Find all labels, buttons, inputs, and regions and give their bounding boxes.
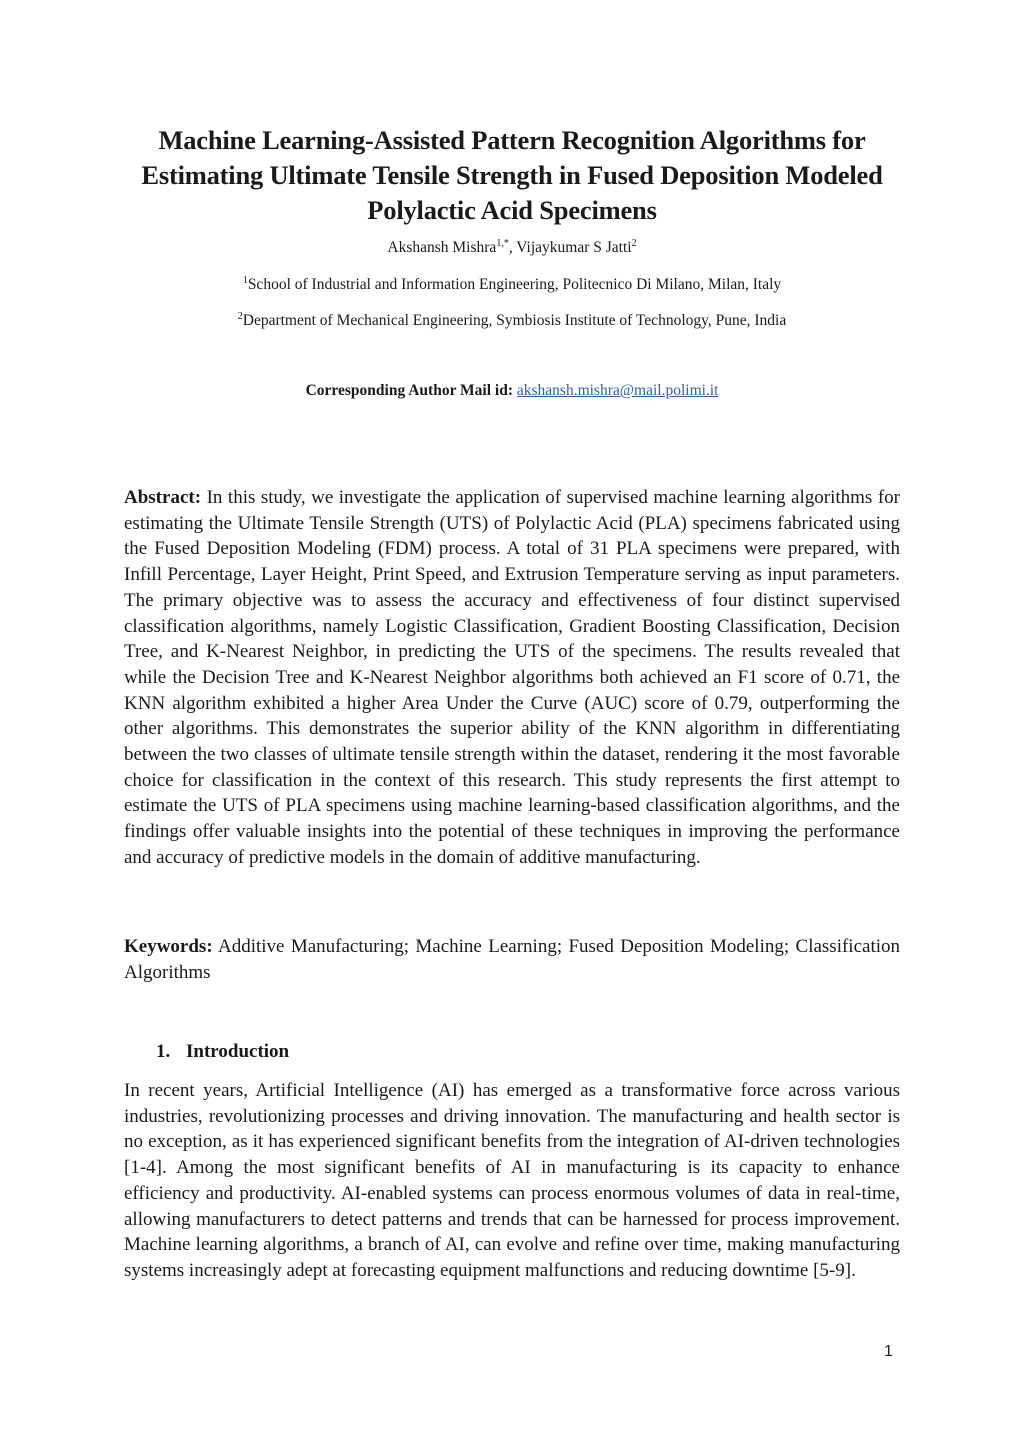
corresponding-author-label: Corresponding Author Mail id: [305,382,513,399]
author-affiliation-marker: 1,* [496,238,509,249]
affiliation-2 [0,311,1024,331]
abstract-label: Abstract: [124,487,202,508]
section-title: Introduction [186,1041,290,1062]
affiliation-marker: 1 [242,275,248,286]
author-name: Akshansh Mishra [387,239,497,256]
author-list [0,238,1024,258]
affiliation-1 [0,275,1024,295]
abstract-text: In this study, we investigate the application of supervised machine learning algorithms for estimating the Ultimate Tensile Strength (UTS) of Polylactic Acid (PLA) specimens fabricated using the Fused Deposition Modeling (FDM) process. A total of 31 PLA specimens were prepared, with Infill Percentage, Layer Height, Print Speed, and Extrusion Temperature serving as input parameters. The primary objective was to assess the accuracy and effectiveness of four distinct supervised classification algorithms, namely Logistic Classification, Gradient Boosting Classification, Decision Tree, and K-Nearest Neighbor, in predicting the UTS of the specimens. The results revealed that while the Decision Tree and K-Nearest Neighbor algorithms both achieved an F1 score of 0.71, the KNN algorithm exhibited a higher Area Under the Curve (AUC) score of 0.79, outperforming the other algorithms. This demonstrates the superior ability of the KNN algorithm in differentiating between the two classes of ultimate tensile strength within the dataset, rendering it the most favorable choice for classification in the context of this research. This study represents the first attempt to estimate the UTS of PLA specimens using machine learning-based classification algorithms, and the findings offer valuable insights into the potential of these techniques in improving the performance and accuracy of predictive models in the domain of additive manufacturing. [124,487,900,868]
author-name: Vijaykumar S Jatti [516,239,632,256]
corresponding-author-email-link[interactable]: akshansh.mishra@mail.polimi.it [516,382,719,399]
keywords-label: Keywords: [124,936,213,957]
page-number: 1 [884,1343,893,1360]
affiliation-marker: 2 [237,311,243,322]
section-heading-introduction [156,1039,289,1065]
keywords-text: Additive Manufacturing; Machine Learning; Fused Deposition Modeling; Classification Algorithms [124,936,900,983]
affiliation-text: Department of Mechanical Engineering, Symbiosis Institute of Technology, Pune, India [242,312,787,329]
corresponding-author [0,381,1024,401]
abstract [124,485,900,871]
affiliation-text: School of Industrial and Information Engineering, Politecnico Di Milano, Milan, Italy [247,276,782,293]
section-number: 1. [156,1041,171,1062]
author-separator: , [508,239,517,256]
paper-title: Machine Learning-Assisted Pattern Recognition Algorithms for Estimating Ultimate Tensile Strength in Fused Deposition Modeled Polylactic Acid Specimens [141,125,883,225]
introduction-paragraph: In recent years, Artificial Intelligence (AI) has emerged as a transformative force across various industries, revolutionizing processes and driving innovation. The manufacturing and health sector is no exception, as it has experienced significant benefits from the integration of AI-driven technologies [1-4]. Among the most significant benefits of AI in manufacturing is its capacity to enhance efficiency and productivity. AI-enabled systems can process enormous volumes of data in real-time, allowing manufacturers to detect patterns and trends that can be harnessed for process improvement. Machine learning algorithms, a branch of AI, can evolve and refine over time, making manufacturing systems increasingly adept at forecasting equipment malfunctions and reducing downtime [5-9]. [124,1080,900,1281]
keywords [124,934,900,985]
author-affiliation-marker: 2 [631,238,637,249]
